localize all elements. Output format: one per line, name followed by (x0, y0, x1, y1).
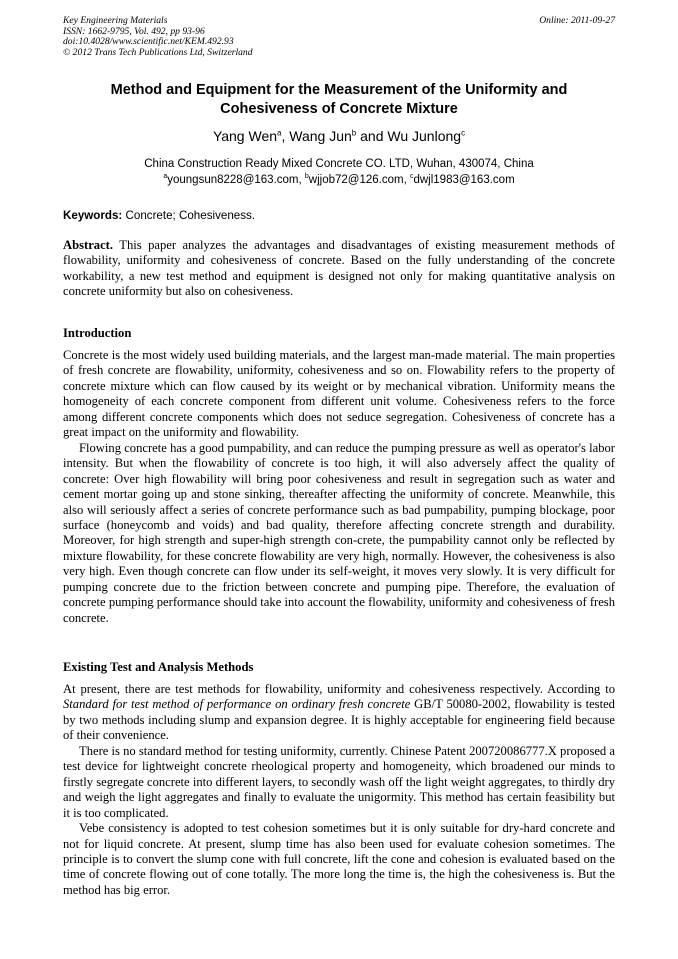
keywords-label: Keywords: (63, 209, 123, 222)
author-2: Wang Jun (289, 128, 352, 144)
paper-title (40, 81, 638, 118)
email-1: youngsun8228@163.com, (167, 174, 305, 186)
author-1-sup: a (277, 128, 282, 138)
methods-p1-b: GB/T 50080-2002, flowability is tested by two methods including slump and expansion degree. It is highly acceptable for engineering field because of their convenience. (63, 697, 615, 743)
methods-heading: Existing Test and Analysis Methods (63, 660, 254, 674)
methods-section (63, 660, 615, 898)
journal-info (63, 16, 253, 58)
email-3-sup: c (409, 173, 414, 181)
email-2: wjjob72@126.com, (308, 174, 410, 186)
methods-paragraph-3: Vebe consistency is adopted to test cohesion sometimes but it is only suitable for dry-hard concrete and not for liquid concrete. At present, slump time has also been used for evaluate cohesion sometimes. The principle is to convert the slump cone with full concrete, lift the cone and cohesion is evaluated based on the time of concrete flowing out of cone totally. The more long the time is, the high the cohesiveness is. But the method has big error. (63, 821, 615, 897)
keywords-text: Concrete; Cohesiveness. (122, 209, 256, 222)
introduction-heading: Introduction (63, 326, 132, 340)
abstract-paragraph (63, 238, 615, 300)
author-2-sup: b (351, 128, 357, 138)
intro-paragraph-2: Flowing concrete has a good pumpability, and can reduce the pumping pressure as well as operator's labor intensity. But when the flowability of concrete is too high, it will also adversely affect the quality of concrete: Over high flowability will bring poor cohesiveness and result in segregation such as water and cement mortar going up and stone sinking, thereafter affecting the uniformity of concrete. Meanwhile, this also will seriously affect a series of concrete performance such as bad pumpability, pumping blockage, poor surface (honeycomb and voids) and bad quality, therefore affecting concrete strength and durability. Moreover, for high strength and super-high strength con-crete, the pumpability cannot only be reflected by mixture flowability, for these concrete flowability are very high, normally. However, the cohesiveness is also very high. Even though concrete can flow under its self-weight, it moves very slowly. It is very difficult for pumping concrete due to the friction between concrete and pumping pipe. Therefore, the evaluation of concrete pumping performance should take into account the flowability, uniformity and cohesiveness of fresh concrete. (63, 440, 615, 625)
introduction-section (63, 326, 615, 626)
intro-paragraph-1: Concrete is the most widely used building materials, and the largest man-made material. The main properties of fresh concrete are flowability, uniformity, cohesiveness and so on. Flowability refers to the property of concrete mixture which can flow caused by its weight or by mechanical vibration. Uniformity means the homogeneity of each concrete component from different unit volume. Cohesiveness refers to the force among different concrete components which does not seduce segregation. Cohesiveness of concrete has a great impact on the uniformity and flowability. (63, 348, 615, 440)
email-1-sup: a (163, 173, 168, 181)
keywords (63, 208, 255, 223)
title-line-1: Method and Equipment for the Measurement of the Uniformity and (110, 82, 568, 98)
author-sep-2: and (356, 128, 388, 144)
methods-paragraph-2: There is no standard method for testing uniformity, currently. Chinese Patent 200720086777.X proposed a test device for lightweight concrete rheological property and homogeneity, which broadened our minds to firstly segregate concrete into different layers, to secondly wash off the light weight aggregates, to thirdly dry and weigh the light aggregates and finally to evaluate the unigormity. This method has certain feasibility but it is too complicated. (63, 743, 615, 820)
standard-title: Standard for test method of performance on ordinary fresh concrete (63, 697, 411, 712)
author-sep-1: , (281, 128, 290, 144)
methods-paragraph-1 (63, 682, 615, 744)
journal-name: Key Engineering Materials (63, 15, 168, 26)
author-list (0, 128, 678, 145)
affiliation: China Construction Ready Mixed Concrete CO. LTD, Wuhan, 430074, China (144, 158, 534, 170)
abstract-text: This paper analyzes the advantages and disadvantages of existing measurement methods of flowability, uniformity and cohesiveness of concrete. Based on the fully understanding of the concrete workability, a new test method and equipment is designed not only for making quantitative analysis on concrete uniformity but also on cohesiveness. (63, 238, 615, 299)
author-3-sup: c (461, 128, 466, 138)
email-3: dwjl1983@163.com (413, 174, 515, 186)
affiliation-block (0, 156, 678, 188)
email-2-sup: b (304, 173, 309, 181)
methods-p1-a: At present, there are test methods for flowability, uniformity and cohesiveness respectively. According to (63, 682, 615, 696)
title-line-2: Cohesiveness of Concrete Mixture (220, 100, 458, 117)
email-list (0, 172, 678, 188)
abstract-label: Abstract. (63, 238, 114, 252)
online-date: Online: 2011-09-27 (539, 15, 615, 26)
abstract-section (63, 238, 615, 300)
journal-issn: ISSN: 1662-9795, Vol. 492, pp 93-96 (63, 25, 205, 37)
author-1: Yang Wen (212, 128, 278, 144)
journal-header (63, 16, 615, 58)
author-3: Wu Junlong (387, 128, 462, 144)
journal-copyright: © 2012 Trans Tech Publications Ltd, Switzerland (63, 46, 253, 58)
journal-doi: doi:10.4028/www.scientific.net/KEM.492.93 (63, 36, 234, 48)
